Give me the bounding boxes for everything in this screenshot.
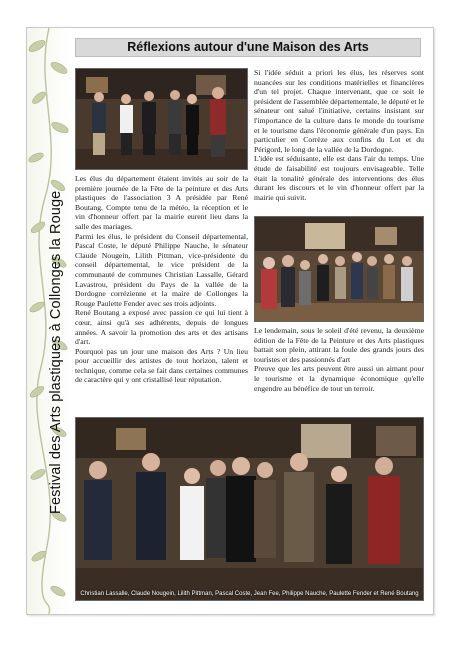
page-frame [26, 27, 434, 615]
right-paragraph: Preuve que les arts peuvent être aussi un aimant pour le tourisme et la dynamique économique qu'elle engendre au bénéfice de tout un terroir. [254, 364, 424, 393]
left-paragraph: Pourquoi pas un jour une maison des Arts ? Un lieu pour accueillir des artistes de tout horizon, talent et technique, comme cela se fait dans certaines communes de caractère qui y ont cristallisé leur réputation. [75, 346, 248, 385]
vertical-festival-title: Festival des Arts plastiques à Collonges la Rouge [48, 190, 64, 514]
right-paragraph: L'idée est séduisante, elle est dans l'air du temps. Une étude de faisabilité est toujours envisageable. Telle était la tonalité générale des interventions des élus durant les discours et le vin d'honneur offert par la mairie qui suivit. [254, 154, 424, 202]
right-column-text-bottom [254, 326, 424, 393]
left-paragraph: René Boutang a exposé avec passion ce qui lui tient à cœur, ainsi qu'à ses adhérents, depuis de longues années. A savoir la promotion des arts et des artisans d'art. [75, 308, 248, 347]
left-paragraph: Parmi les élus, le président du Conseil départemental, Pascal Coste, le député Philippe Nauche, le sénateur Claude Nougein, Lilith Pittman, vice-présidente du conseil départemental, le vice président de la communauté de communes Christian Lassalle, Gérard Lavastrou, président du Pays de la vallée de la Dordogne corrézienne et la maire de Collonges la Rouge Paulette Fender avec ses trois adjoints. [75, 231, 248, 308]
right-paragraph: Le lendemain, sous le soleil d'été revenu, la deuxième édition de la Fête de la Peinture et des Arts plastiques battait son plein, attirant la foule des grands jours des touristes et des passionnés d'art [254, 326, 424, 364]
officials-photo-caption: Christian Lassalle, Claude Nougein, Lilith Pittman, Pascal Coste, Jean Fee, Philippe Nauche, Paulette Fender et René Boutang [80, 591, 419, 597]
left-paragraph: Les élus du département étaient invités au soir de la première journée de la Fête de la peinture et des Arts plastiques de l'association 3 A présidée par René Boutang. Compte tenu de la météo, la réception et le vin d'honneur offert par la mairie eurent lieu dans la salle des mariages. [75, 174, 248, 231]
right-paragraph: Si l'idée séduit a priori les élus, les réserves sont nuancées sur les conditions matérielles et financières d'un tel projet. Chaque intervenant, que ce soit le président de l'assemblée départementale, le député et le sénateur ont salué l'initiative, certains insistant sur l'importance de la culture dans le monde du tourisme et le tourisme dans l'économie générale d'un pays. En particulier en Corrèze aux confins du Lot et du Périgord, le long de la vallée de la Dordogne. [254, 68, 425, 154]
right-column-text-top [254, 68, 424, 202]
title-bar [75, 38, 421, 57]
crowd-photo [254, 216, 424, 322]
page-title: Réflexions autour d'une Maison des Arts [127, 40, 369, 54]
left-column-text [75, 174, 248, 385]
officials-photo [75, 417, 424, 601]
reception-photo [75, 68, 248, 170]
